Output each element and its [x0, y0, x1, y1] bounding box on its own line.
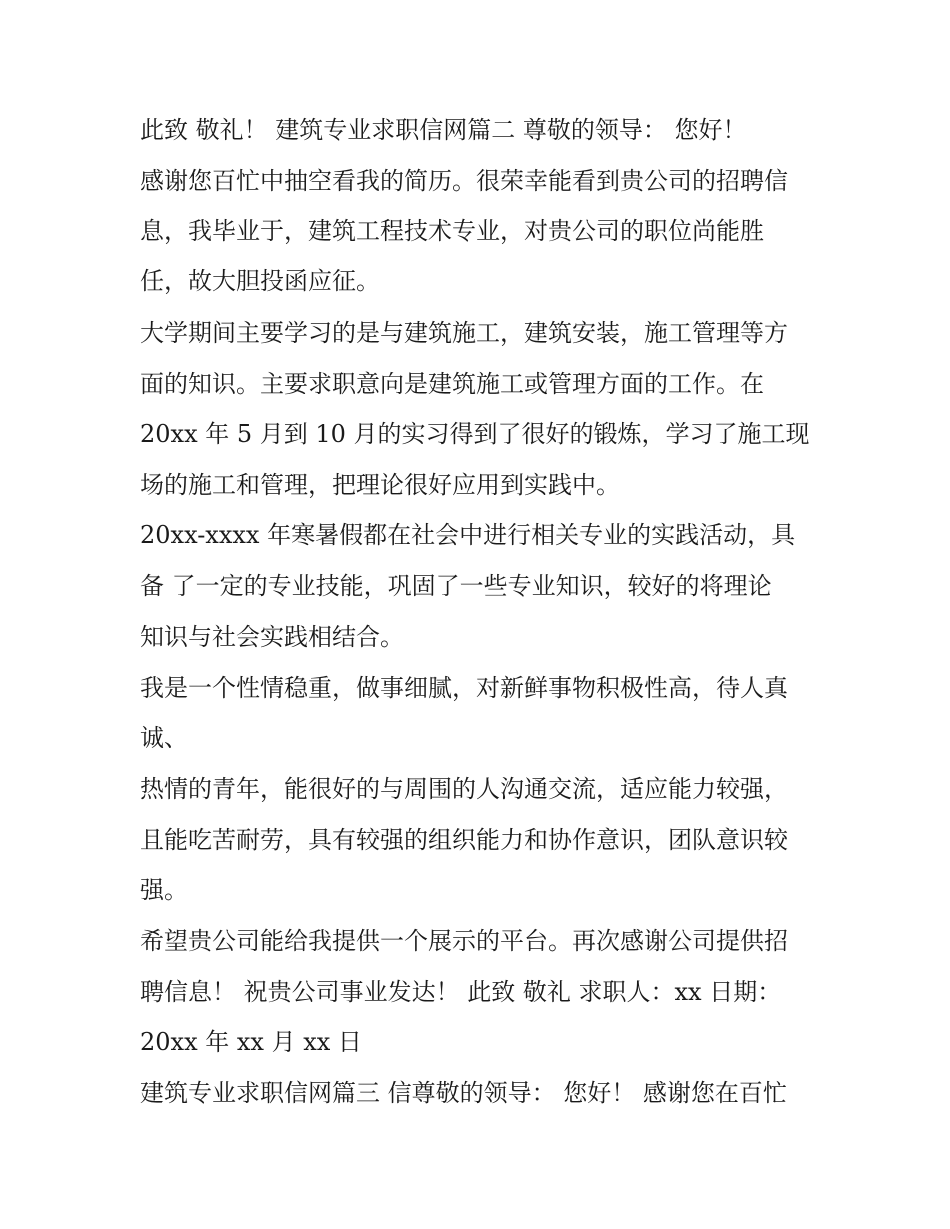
text-line: 聘信息！ 祝贵公司事业发达！ 此致 敬礼 求职人：xx 日期：: [140, 978, 782, 1006]
text-line: 建筑专业求职信网篇三 信尊敬的领导： 您好！ 感谢您在百忙: [140, 1079, 787, 1107]
text-line: 强。: [140, 876, 188, 904]
text-line: 任，故大胆投函应征。: [140, 267, 380, 295]
text-line: 大学期间主要学习的是与建筑施工，建筑安装，施工管理等方: [140, 319, 788, 347]
text-line: 知识与社会实践相结合。: [140, 623, 404, 651]
text-line: 此致 敬礼！ 建筑专业求职信网篇二 尊敬的领导： 您好！: [140, 116, 747, 144]
text-line: 我是一个性情稳重，做事细腻，对新鲜事物积极性高，待人真: [140, 674, 788, 702]
text-line: 场的施工和管理，把理论很好应用到实践中。: [140, 471, 620, 499]
text-line: 诚、: [140, 724, 188, 752]
text-line: 20xx 年 5 月到 10 月的实习得到了很好的锻炼，学习了施工现: [140, 420, 810, 448]
text-line: 希望贵公司能给我提供一个展示的平台。再次感谢公司提供招: [140, 927, 788, 955]
text-line: 20xx-xxxx 年寒暑假都在社会中进行相关专业的实践活动，具: [140, 521, 796, 549]
text-line: 息，我毕业于，建筑工程技术专业，对贵公司的职位尚能胜: [140, 217, 764, 245]
text-line: 且能吃苦耐劳，具有较强的组织能力和协作意识，团队意识较: [140, 826, 788, 854]
text-line: 热情的青年，能很好的与周围的人沟通交流，适应能力较强，: [140, 775, 788, 803]
text-line: 20xx 年 xx 月 xx 日: [140, 1028, 362, 1056]
text-line: 面的知识。主要求职意向是建筑施工或管理方面的工作。在: [140, 370, 764, 398]
text-line: 感谢您百忙中抽空看我的简历。很荣幸能看到贵公司的招聘信: [140, 167, 788, 195]
text-line: 备 了一定的专业技能，巩固了一些专业知识，较好的将理论: [140, 572, 772, 600]
